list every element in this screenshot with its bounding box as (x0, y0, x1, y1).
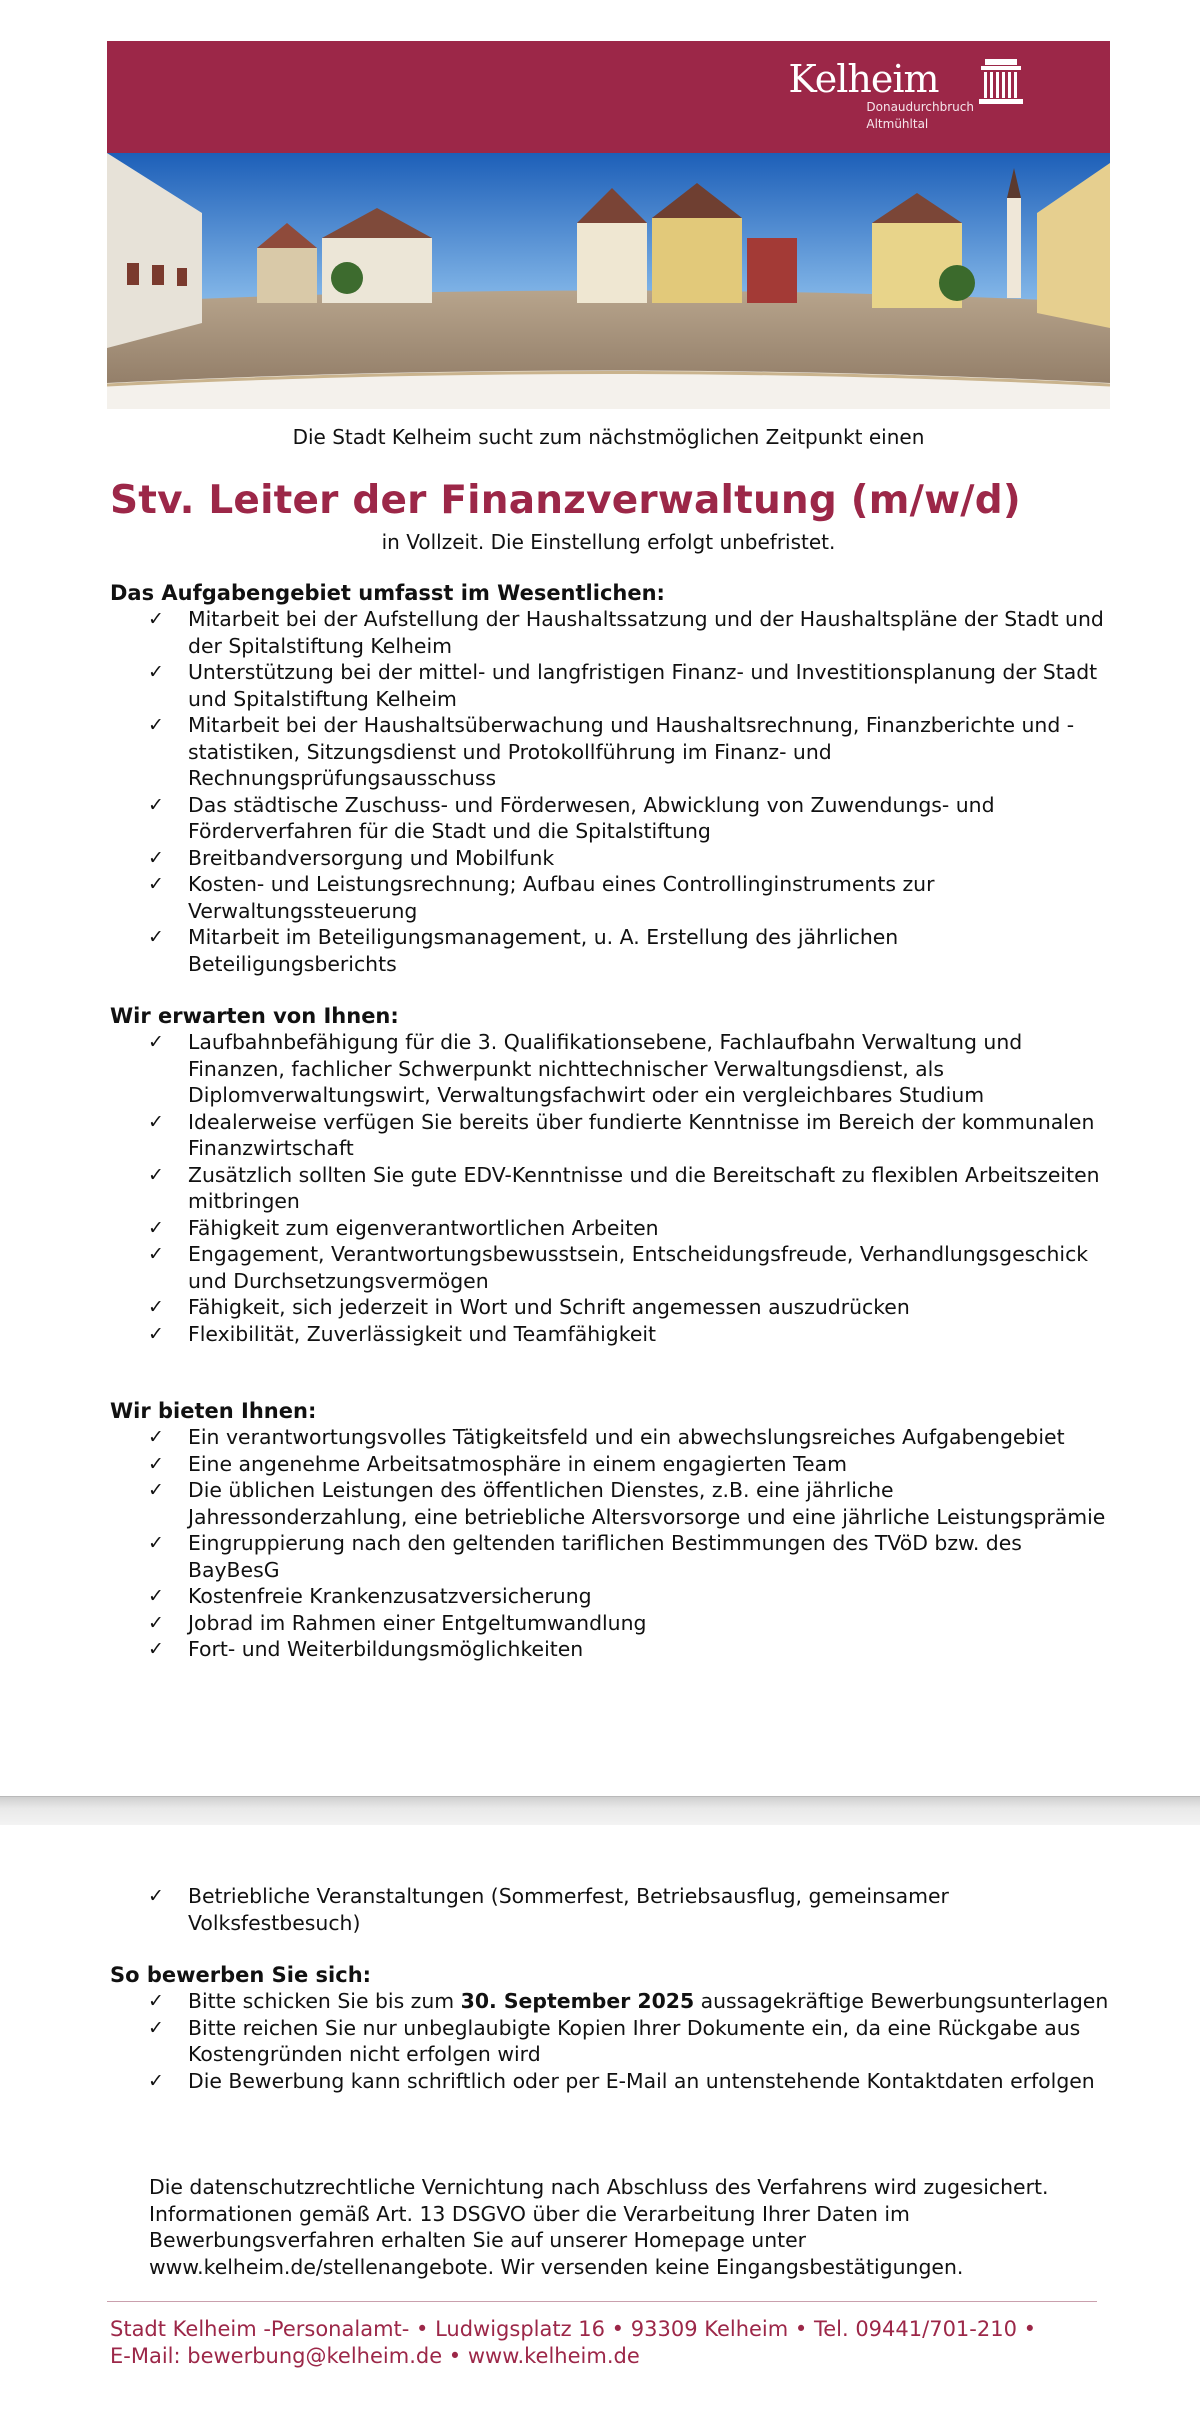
list-item: ✓ Eingruppierung nach den geltenden tariflichen Bestimmungen des TVöD bzw. des BayBesG (148, 1531, 1022, 1582)
offer-continued-section (110, 1883, 1110, 1936)
offer-section (110, 1398, 1110, 1663)
list-item: ✓ Ein verantwortungsvolles Tätigkeitsfeld und ein abwechslungsreiches Aufgabengebiet (148, 1425, 1065, 1449)
tasks-list (110, 606, 1110, 977)
list-item: ✓ Fähigkeit zum eigenverantwortlichen Arbeiten (148, 1215, 659, 1240)
checkmark-icon: ✓ (148, 873, 164, 895)
checkmark-icon: ✓ (148, 1426, 164, 1448)
tasks-section (110, 580, 1110, 977)
offer-heading: Wir bieten Ihnen: (110, 1399, 317, 1423)
checkmark-icon: ✓ (148, 2069, 164, 2092)
list-item: ✓ Die üblichen Leistungen des öffentlichen Dienstes, z.B. eine jährliche Jahressonderzahlung, eine betriebliche Altersvorsorge und eine jährliche Leistungsprämie (148, 1478, 1106, 1529)
deadline-text-post: aussagekräftige Bewerbungsunterlagen (694, 1989, 1109, 2013)
checkmark-icon: ✓ (148, 1452, 164, 1475)
list-item: ✓ Kostenfreie Krankenzusatzversicherung (148, 1584, 592, 1608)
checkmark-icon: ✓ (148, 608, 164, 630)
list-item: ✓ Flexibilität, Zuverlässigkeit und Teamfähigkeit (148, 1321, 657, 1346)
list-item: ✓ Breitbandversorgung und Mobilfunk (148, 845, 555, 870)
logo-name: Kelheim (788, 57, 939, 101)
privacy-notice: Die datenschutzrechtliche Vernichtung nach Abschluss des Verfahrens wird zugesichert. Informationen gemäß Art. 13 DSGVO über die Verarbeitung Ihrer Daten im Bewerbungsverfahren erhalten Sie auf unserer Homepage unter www.kelheim.de/stellenangebote. Wir versenden keine Eingangsbestätigungen. (149, 2175, 1049, 2279)
logo-subtitle-2: Altmühltal (866, 117, 929, 131)
checkmark-icon: ✓ (148, 1585, 164, 1607)
checkmark-icon: ✓ (148, 1885, 164, 1907)
apply-section (110, 1962, 1110, 2094)
list-item: ✓ Mitarbeit bei der Haushaltsüberwachung und Haushaltsrechnung, Finanzberichte und -statistiken, Sitzungsdienst und Protokollführung im Finanz- und Rechnungsprüfungsausschuss (148, 713, 1075, 790)
list-item: ✓ Das städtische Zuschuss- und Förderwesen, Abwicklung von Zuwendungs- und Förderverfahren für die Stadt und die Spitalstiftung (148, 792, 995, 843)
footer-address: Stadt Kelheim -Personalamt- • Ludwigsplatz 16 • 93309 Kelheim • Tel. 09441/701-210 • (110, 2317, 1037, 2341)
checkmark-icon: ✓ (148, 1163, 164, 1186)
befreiungshalle-icon (976, 57, 1026, 107)
checkmark-icon: ✓ (148, 1322, 164, 1345)
intro-text: Die Stadt Kelheim sucht zum nächstmöglichen Zeitpunkt einen (292, 425, 925, 449)
expectations-list (110, 1029, 1110, 1347)
application-deadline: 30. September 2025 (460, 1989, 695, 2013)
list-item: ✓ Betriebliche Veranstaltungen (Sommerfest, Betriebsausflug, gemeinsamer Volksfestbesuch) (148, 1884, 949, 1935)
list-item (110, 1988, 1110, 2015)
checkmark-icon: ✓ (148, 1479, 164, 1501)
checkmark-icon: ✓ (148, 1216, 164, 1239)
apply-heading: So bewerben Sie sich: (110, 1963, 372, 1987)
list-item: ✓ Fähigkeit, sich jederzeit in Wort und Schrift angemessen auszudrücken (148, 1295, 910, 1319)
expectations-heading: Wir erwarten von Ihnen: (110, 1004, 399, 1028)
footer-email-web: E-Mail: bewerbung@kelheim.de • www.kelheim.de (110, 2344, 640, 2368)
logo-subtitle-1: Donaudurchbruch (866, 100, 974, 114)
list-item: ✓ Laufbahnbefähigung für die 3. Qualifikationsebene, Fachlaufbahn Verwaltung und Finanzen, fachlicher Schwerpunkt nichttechnischer Verwaltungsdienst, als Diplomverwaltungswirt, Verwaltungsfachwirt oder ein vergleichbares Studium (148, 1030, 1023, 1107)
checkmark-icon: ✓ (148, 661, 164, 683)
page-break (0, 1796, 1200, 1826)
header-banner (107, 41, 1110, 153)
list-item: ✓ Fort- und Weiterbildungsmöglichkeiten (148, 1637, 584, 1661)
checkmark-icon: ✓ (148, 1031, 164, 1053)
checkmark-icon: ✓ (148, 1110, 164, 1133)
list-item: ✓ Engagement, Verantwortungsbewusstsein, Entscheidungsfreude, Verhandlungsgeschick und Durchsetzungsvermögen (148, 1242, 1089, 1293)
checkmark-icon: ✓ (148, 846, 164, 869)
list-item: ✓ Eine angenehme Arbeitsatmosphäre in einem engagierten Team (148, 1451, 847, 1476)
offer-list (110, 1424, 1110, 1663)
checkmark-icon: ✓ (148, 1243, 164, 1265)
list-item: ✓ Jobrad im Rahmen einer Entgeltumwandlung (148, 1610, 647, 1635)
footer-divider (107, 2301, 1097, 2302)
list-item: ✓ Bitte reichen Sie nur unbeglaubigte Kopien Ihrer Dokumente ein, da eine Rückgabe aus Kostengründen nicht erfolgen wird (148, 2015, 1081, 2066)
expectations-section (110, 1003, 1110, 1347)
offer-continued-list (110, 1883, 1110, 1936)
apply-list (110, 1988, 1110, 2094)
list-item: ✓ Mitarbeit bei der Aufstellung der Haushaltssatzung und der Haushaltspläne der Stadt und der Spitalstiftung Kelheim (148, 607, 1104, 658)
checkmark-icon: ✓ (148, 1638, 164, 1660)
checkmark-icon: ✓ (148, 1532, 164, 1554)
list-item: ✓ Unterstützung bei der mittel- und langfristigen Finanz- und Investitionsplanung der Stadt und Spitalstiftung Kelheim (148, 660, 1098, 711)
checkmark-icon: ✓ (148, 2016, 164, 2039)
checkmark-icon: ✓ (148, 1296, 164, 1318)
list-item: ✓ Mitarbeit im Beteiligungsmanagement, u. A. Erstellung des jährlichen Beteiligungsberichts (148, 925, 899, 976)
checkmark-icon: ✓ (148, 793, 164, 816)
list-item: ✓ Idealerweise verfügen Sie bereits über fundierte Kenntnisse im Bereich der kommunalen Finanzwirtschaft (148, 1109, 1095, 1160)
checkmark-icon: ✓ (148, 1611, 164, 1634)
checkmark-icon: ✓ (148, 1990, 164, 2012)
list-item: ✓ Zusätzlich sollten Sie gute EDV-Kenntnisse und die Bereitschaft zu flexiblen Arbeitszeiten mitbringen (148, 1162, 1100, 1213)
checkmark-icon: ✓ (148, 926, 164, 948)
footer-contact (110, 2316, 1110, 2370)
list-item: ✓ Kosten- und Leistungsrechnung; Aufbau eines Controllinginstruments zur Verwaltungssteuerung (148, 872, 935, 923)
list-item: ✓ Die Bewerbung kann schriftlich oder per E-Mail an untenstehende Kontaktdaten erfolgen (148, 2068, 1095, 2093)
tasks-heading: Das Aufgabengebiet umfasst im Wesentlichen: (110, 581, 665, 605)
kelheim-logo (788, 51, 974, 133)
checkmark-icon: ✓ (148, 714, 164, 736)
town-square-panorama (107, 153, 1110, 409)
deadline-text-pre: Bitte schicken Sie bis zum (188, 1989, 461, 2013)
employment-terms: in Vollzeit. Die Einstellung erfolgt unbefristet. (381, 530, 836, 554)
job-title: Stv. Leiter der Finanzverwaltung (m/w/d) (110, 478, 1021, 523)
